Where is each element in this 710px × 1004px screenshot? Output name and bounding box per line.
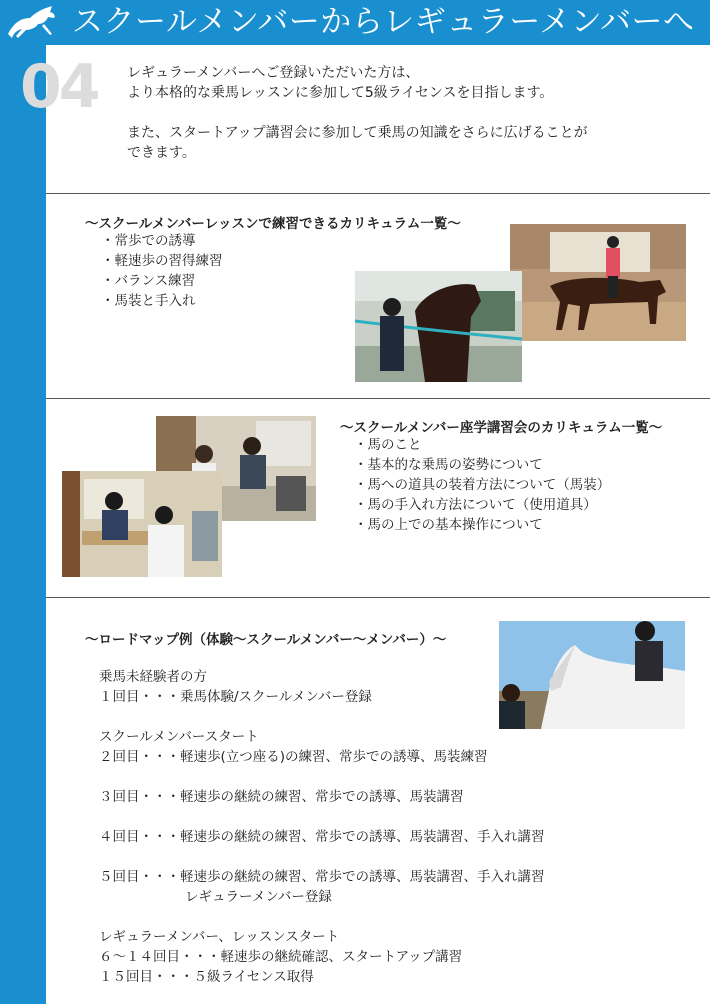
step-number: 04	[20, 52, 98, 122]
roadmap-line: １５回目・・・５級ライセンス取得	[99, 969, 314, 985]
page-header	[0, 0, 710, 45]
lecture-study-photo	[62, 471, 222, 577]
intro-text	[127, 63, 588, 163]
section-divider	[46, 398, 710, 399]
roadmap-title: ～ロードマップ例（体験～スクールメンバー～メンバー）～	[85, 632, 447, 648]
roadmap-line: スクールメンバースタート	[99, 729, 259, 745]
lecture-list	[354, 435, 610, 535]
roadmap-line: ３回目・・・軽速歩の継続の練習、常歩での誘導、馬装講習	[99, 789, 464, 805]
list-item: ・基本的な乗馬の姿勢について	[354, 457, 543, 473]
lesson-section-title: ～スクールメンバーレッスンで練習できるカリキュラム一覧～	[85, 216, 461, 232]
intro-line: また、スタートアップ講習会に参加して乗馬の知識をさらに広げることが	[127, 125, 588, 141]
list-item: ・バランス練習	[101, 273, 196, 289]
lesson-list	[101, 231, 223, 311]
list-item: ・軽速歩の習得練習	[101, 253, 223, 269]
list-item: ・馬の手入れ方法について（使用道具）	[354, 497, 597, 513]
page-title: スクールメンバーからレギュラーメンバーへ	[72, 4, 695, 40]
instructor-with-horse-photo	[355, 271, 522, 382]
roadmap-line: ２回目・・・軽速歩(立つ座る)の練習、常歩での誘導、馬装練習	[99, 749, 488, 765]
roadmap-line: 乗馬未経験者の方	[99, 669, 207, 685]
list-item: ・馬への道具の装着方法について（馬装）	[354, 477, 611, 493]
roadmap-line: レギュラーメンバー登録	[185, 889, 332, 905]
intro-line: レギュラーメンバーへご登録いただいた方は、	[127, 65, 420, 81]
left-accent-bar	[0, 0, 46, 1004]
list-item: ・常歩での誘導	[101, 233, 196, 249]
roadmap-line: ５回目・・・軽速歩の継続の練習、常歩での誘導、馬装講習、手入れ講習	[99, 869, 545, 885]
roadmap-line: ４回目・・・軽速歩の継続の練習、常歩での誘導、馬装講習、手入れ講習	[99, 829, 545, 845]
horse-jumping-icon	[4, 4, 60, 42]
lecture-section-title: ～スクールメンバー座学講習会のカリキュラム一覧～	[340, 420, 663, 436]
roadmap-list	[99, 667, 545, 987]
riding-arena-photo	[510, 224, 686, 341]
intro-line: より本格的な乗馬レッスンに参加して5級ライセンスを目指します。	[127, 85, 554, 101]
roadmap-line: レギュラーメンバー、レッスンスタート	[99, 929, 340, 945]
list-item: ・馬のこと	[354, 437, 422, 453]
section-divider	[46, 597, 710, 598]
intro-line: できます。	[127, 145, 196, 161]
roadmap-line: １回目・・・乗馬体験/スクールメンバー登録	[99, 689, 372, 705]
section-divider	[46, 193, 710, 194]
list-item: ・馬装と手入れ	[101, 293, 196, 309]
roadmap-line: ６～１４回目・・・軽速歩の継続確認、スタートアップ講習	[99, 949, 463, 965]
list-item: ・馬の上での基本操作について	[354, 517, 543, 533]
